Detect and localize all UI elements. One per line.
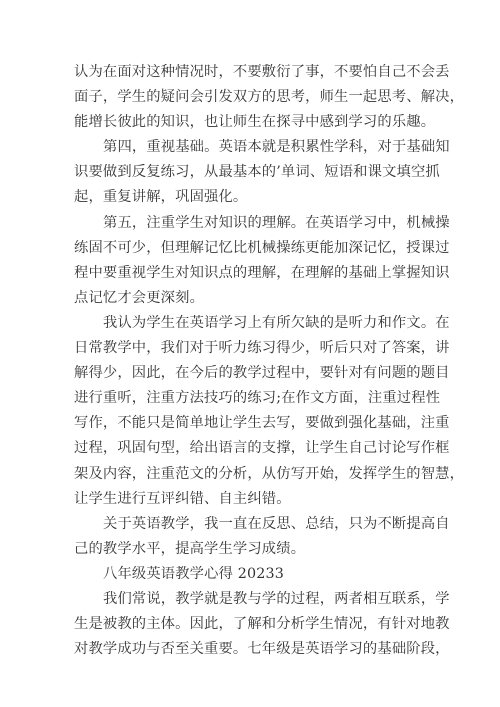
text-line: 解得少，因此，在今后的教学过程中，要针对有问题的题目 [74,365,450,382]
text-line: 己的教学水平，提高学生学习成绩。 [74,540,306,557]
paragraph-start-line: 第四，重视基础。英语本就是积累性学科，对于基础知 [103,139,450,156]
text-line: 识要做到反复练习，从最基本的’单词、短语和课文填空抓 [74,164,440,181]
paragraph-start-line: 我认为学生在英语学习上有所欠缺的是听力和作文。在 [103,314,450,331]
paragraph-start-line: 关于英语教学，我一直在反思、总结，只为不断提高自 [103,515,450,532]
text-line: 起，重复讲解，巩固强化。 [74,189,248,206]
text-line: 面子，学生的疑问会引发双方的思考，师生一起思考、解决， [74,89,465,106]
section-heading: 八年级英语教学心得 20233 [103,565,284,582]
text-line: 过程，巩固句型，给出语言的支撑，让学生自己讨论写作框 [74,440,450,457]
text-line: 能增长彼此的知识，也让师生在探寻中感到学习的乐趣。 [74,114,436,131]
paragraph-start-line: 第五，注重学生对知识的理解。在英语学习中，机械操 [103,214,450,231]
text-line: 进行重听，注重方法技巧的练习;在作文方面，注重过程性 [74,390,441,407]
paragraph-start-line: 我们常说，教学就是教与学的过程，两者相互联系，学 [103,590,450,607]
text-line: 认为在面对这种情况时，不要敷衍了事，不要怕自己不会丢 [74,64,450,80]
text-line: 日常教学中，我们对于听力练习得少，听后只对了答案，讲 [74,340,450,357]
text-line: 点记忆才会更深刻。 [74,289,205,306]
document-body [74,60,465,662]
text-line: 让学生进行互评纠错、自主纠错。 [74,490,291,507]
text-line: 练固不可少，但理解记忆比机械操练更能加深记忆，授课过 [74,239,450,256]
text-line: 写作，不能只是简单地让学生去写，要做到强化基础，注重 [74,415,450,432]
text-line: 程中要重视学生对知识点的理解，在理解的基础上掌握知识 [74,264,450,281]
text-line: 生是被教的主体。因此，了解和分析学生情况，有针对地教 [74,616,450,633]
text-line: 架及内容，注重范文的分析，从仿写开始，发挥学生的智慧， [74,465,465,482]
text-line: 对教学成功与否至关重要。七年级是英语学习的基础阶段， [74,641,450,658]
